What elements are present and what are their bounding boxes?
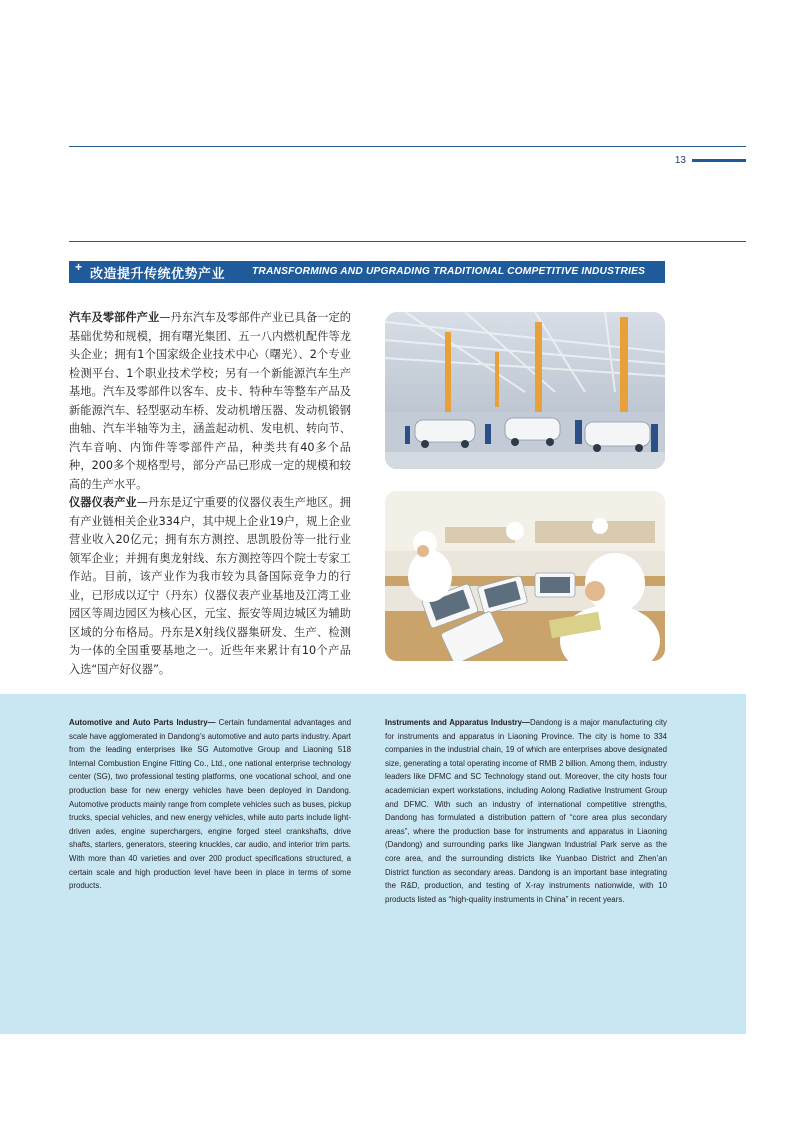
plus-icon: + (75, 260, 83, 274)
section-title-zh: 改造提升传统优势产业 (90, 267, 226, 282)
section-banner (69, 261, 665, 283)
auto-paragraph-zh (69, 309, 351, 494)
instrument-paragraph-zh (69, 494, 351, 679)
instrument-heading-en: Instruments and Apparatus Industry— (385, 718, 530, 727)
instrument-text-en: Dandong is a major manufacturing city for instruments and apparatus in Liaoning Province. The city is home to 334 companies in the industrial chain, 19 of which are enterprises above designated size, generating a total operating income of RMB 2 billion. Among them, industry leaders like DFMC and SC Technology stand out. Moreover, the city hosts four academician expert workstations, including Aolong Radiative Instrument Group and DFMC. With such an industry of international competitive strengths, Dandong has formulated a distribution pattern of “core area plus secondary areas”, where the production base for instruments and apparatus in Liaoning (Dandong) and surrounding parks like Jiangwan Industrial Park serve as the core area, and the surrounding districts like Yuanbao District and Zhen’an District function as secondary areas. Dandong is an important base integrating the R&D, production, and testing of X-ray instruments nationwide, with 10 products listed as “high-quality instruments in China” in recent years. (385, 718, 667, 904)
english-column-right (385, 716, 667, 906)
auto-text-en: Certain fundamental advantages and scale have agglomerated in Dandong’s automotive and auto parts industry. Apart from the leading enterprises like SG Automotive Group and Liaoning 518 Internal Combustion Engine Fitting Co., Ltd., one national enterprise technology center (SG), two professional testing platforms, one vocational school, and one production base for new energy vehicles have been deployed in Dandong. Automotive products mainly range from complete vehicles such as buses, pickup trucks, special vehicles, and new energy vehicles, while auto parts include light-driven axles, engine superchargers, engine forged steel crankshafts, drive shafts, starters, generators, steering knuckles, car audio, and interior trim parts. With more than 40 varieties and over 200 product specifications structured, a certain scale and high production level have been in place in terms of some products. (69, 718, 352, 891)
page-number-bar (692, 159, 746, 162)
auto-heading-en: Automotive and Auto Parts Industry— (69, 718, 216, 727)
auto-paragraph-en (69, 716, 351, 893)
english-column-left (69, 716, 351, 893)
chinese-body (69, 309, 351, 679)
instrument-paragraph-en (385, 716, 667, 906)
section-title-en: TRANSFORMING AND UPGRADING TRADITIONAL COMPETITIVE INDUSTRIES (252, 266, 646, 277)
auto-heading-zh: 汽车及零部件产业 (69, 311, 160, 324)
instrument-text-zh: —丹东是辽宁重要的仪器仪表生产地区。拥有产业链相关企业334户，其中规上企业19户，规上企业营业收入20亿元；拥有东方测控、思凯股份等一批行业领军企业；并拥有奥龙射线、东方测控等四个院士专家工作站。目前，该产业作为我市较为具备国际竞争力的行业，已形成以辽宁（丹东）仪器仪表产业基地及江湾工业园区等周边园区为核心区，元宝、振安等周边城区为辅助区域的分布格局。丹东是X射线仪器集研发、生产、检测为一体的全国重要基地之一。近些年来累计有10个产品入选“国产好仪器”。 (69, 496, 351, 676)
header-rule-top (69, 146, 746, 147)
auto-text-zh: —丹东汽车及零部件产业已具备一定的基础优势和规模，拥有曙光集团、五一八内燃机配件等龙头企业；拥有1个国家级企业技术中心（曙光）、2个专业检测平台、1个职业技术学校；另有一个新能源汽车生产基地。汽车及零部件以客车、皮卡、特种车等整车产品及新能源汽车、轻型驱动车桥、发动机增压器、发动机锻钢曲轴、汽车半轴等为主，涵盖起动机、发电机、转向节、汽车音响、内饰件等零部件产品，种类共有40多个品种，200多个规格型号，部分产品已形成一定的规模和较高的生产水平。 (69, 311, 351, 491)
header-rule-bottom (69, 241, 746, 242)
page-number: 13 (674, 155, 686, 166)
instrument-heading-zh: 仪器仪表产业 (69, 496, 137, 509)
factory-assembly-photo (385, 312, 665, 469)
instrument-lab-photo (385, 491, 665, 661)
